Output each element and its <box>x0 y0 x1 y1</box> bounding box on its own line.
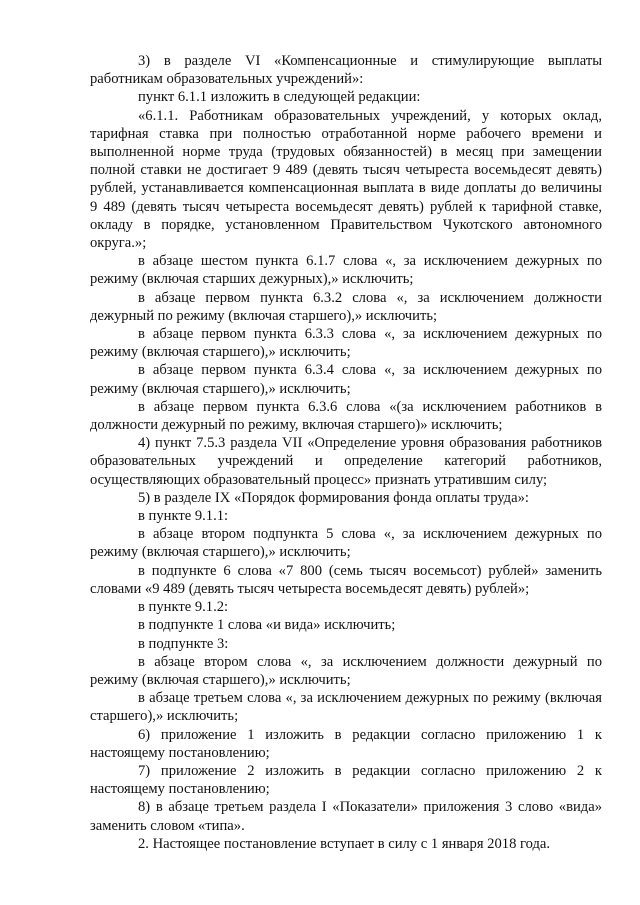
paragraph: 3) в разделе VI «Компенсационные и стимулирующие выплаты работникам образовательных учреждений»: <box>90 53 602 88</box>
paragraph: 4) пункт 7.5.3 раздела VII «Определение уровня образования работников образовательных учреждений и определение категорий работников, осуществляющих образовательный процесс» признать утратившим силу; <box>90 435 602 488</box>
paragraph: 5) в разделе IX «Порядок формирования фонда оплаты труда»: <box>138 489 529 506</box>
paragraph: 2. Настоящее постановление вступает в силу с 1 января 2018 года. <box>138 835 551 852</box>
paragraph: «6.1.1. Работникам образовательных учреждений, у которых оклад, тарифная ставка при полностью отработанной норме рабочего времени и выполненной норме труда (трудовых обязанностей) в месяц при замещении полной ставки не достигает 9 489 (девять тысяч четыреста восемьдесят девять) рублей, устанавливается компенсационная выплата в виде доплаты до величины 9 489 (девять тысяч четыреста восемьдесят девять) рублей к тарифной ставке, окладу в порядке, установленном Правительством Чукотского автономного округа.»; <box>90 107 602 252</box>
paragraph: 8) в абзаце третьем раздела I «Показатели» приложения 3 слово «вида» заменить словом «типа». <box>90 799 602 834</box>
paragraph: в пункте 9.1.1: <box>138 508 229 525</box>
paragraph: в абзаце первом пункта 6.3.2 слова «, за исключением должности дежурный по режиму (включая старшего),» исключить; <box>90 289 602 324</box>
document-page <box>90 52 602 853</box>
paragraph: в абзаце третьем слова «, за исключением дежурных по режиму (включая старшего),» исключить; <box>90 690 602 725</box>
paragraph: в абзаце втором слова «, за исключением должности дежурный по режиму (включая старшего),» исключить; <box>90 653 602 688</box>
paragraph: 7) приложение 2 изложить в редакции согласно приложению 2 к настоящему постановлению; <box>90 762 602 798</box>
paragraph: в подпункте 6 слова «7 800 (семь тысяч восемьсот) рублей» заменить словами «9 489 (девять тысяч четыреста восемьдесят девять) рублей»; <box>90 562 602 597</box>
paragraph: в абзаце первом пункта 6.3.6 слова «(за исключением работников в должности дежурный по режиму, включая старшего)» исключить; <box>90 398 602 434</box>
paragraph: в абзаце первом пункта 6.3.3 слова «, за исключением дежурных по режиму (включая старшего),» исключить; <box>90 326 602 361</box>
paragraph: в пункте 9.1.2: <box>138 599 229 616</box>
paragraph: в подпункте 1 слова «и вида» исключить; <box>138 617 396 634</box>
paragraph: в абзаце первом пункта 6.3.4 слова «, за исключением дежурных по режиму (включая старшего),» исключить; <box>90 362 602 397</box>
paragraph: 6) приложение 1 изложить в редакции согласно приложению 1 к настоящему постановлению; <box>90 726 602 761</box>
paragraph: в абзаце шестом пункта 6.1.7 слова «, за исключением дежурных по режиму (включая старших дежурных),» исключить; <box>90 253 602 288</box>
paragraph: в подпункте 3: <box>138 635 229 652</box>
paragraph: пункт 6.1.1 изложить в следующей редакции: <box>138 89 421 106</box>
paragraph: в абзаце втором подпункта 5 слова «, за исключением дежурных по режиму (включая старшего),» исключить; <box>90 526 602 561</box>
